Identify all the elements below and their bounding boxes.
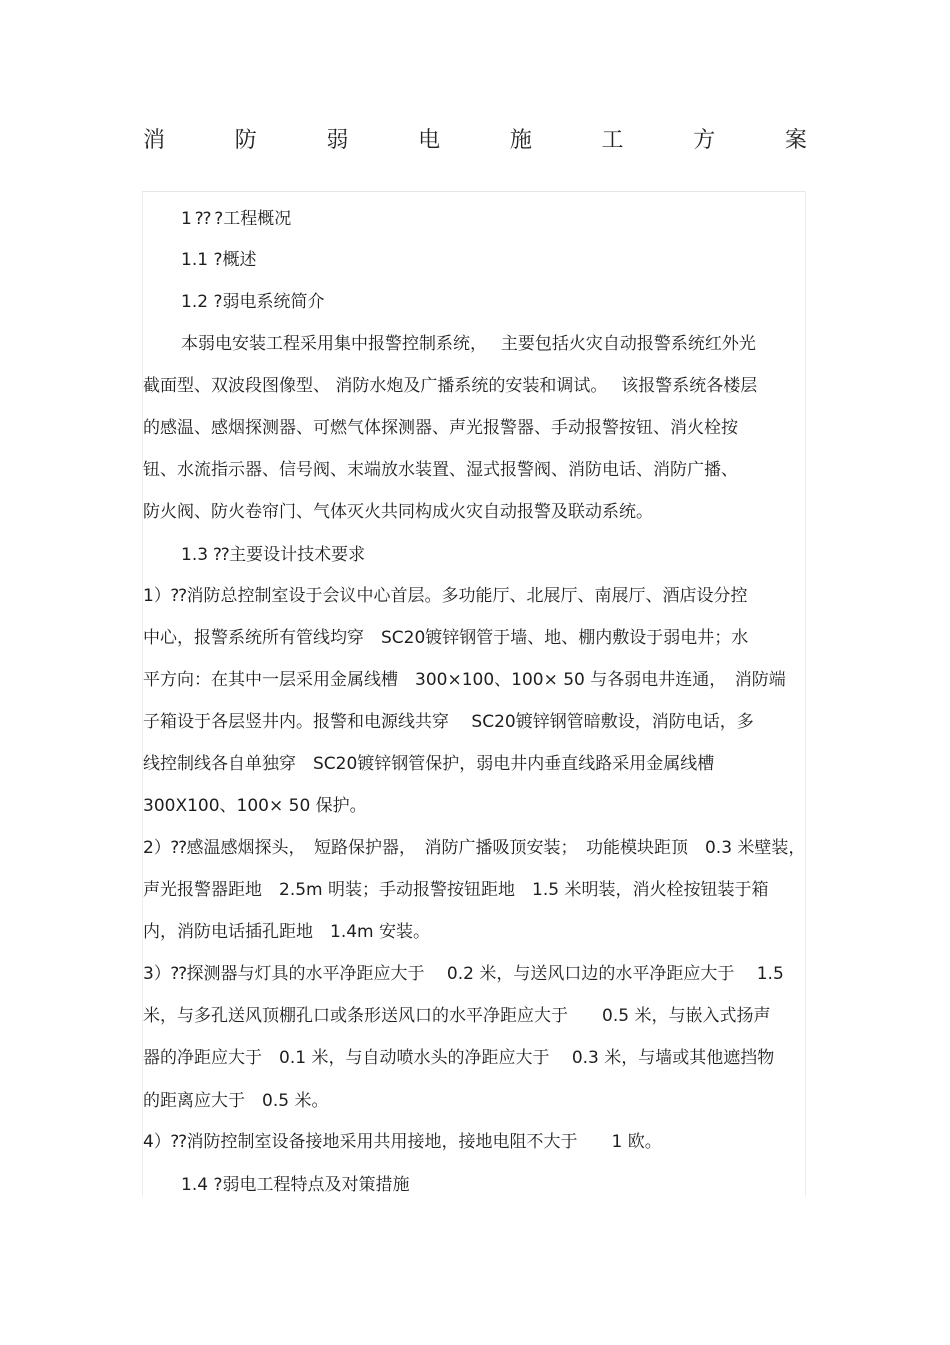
list-item-line: 线控制线各自单独穿 SC20镀锌钢管保护，弱电井内垂直线路采用金属线槽 — [143, 754, 715, 774]
title-char: 防 — [234, 128, 257, 153]
list-item-line: 4）⁇消防控制室设备接地采用共用接地，接地电阻不大于 1 欧。 — [143, 1132, 662, 1152]
list-item-line: 的距离应大于 0.5 米。 — [143, 1091, 329, 1111]
section-heading-1-2: 1.2 ?弱电系统简介 — [181, 292, 325, 312]
list-item-line: 声光报警器距地 2.5m 明装；手动报警按钮距地 1.5 米明装，消火栓按钮装于箱 — [143, 880, 769, 900]
title-char: 案 — [784, 128, 807, 153]
title-char: 施 — [509, 128, 532, 153]
title-char: 消 — [143, 128, 166, 153]
title-char: 弱 — [326, 128, 349, 153]
section-heading-1-1: 1.1 ?概述 — [181, 250, 257, 270]
list-item-line: 300X100、100× 50 保护。 — [143, 796, 367, 816]
list-item-line: 米，与多孔送风顶棚孔口或条形送风口的水平净距应大于 0.5 米，与嵌入式扬声 — [143, 1006, 771, 1026]
title-char: 电 — [418, 128, 441, 153]
list-item-line: 器的净距应大于 0.1 米，与自动喷水头的净距应大于 0.3 米，与墙或其他遮挡物 — [143, 1048, 775, 1068]
list-item-line: 1）⁇消防总控制室设于会议中心首层。多功能厅、北展厅、南展厅、酒店设分控 — [143, 586, 748, 606]
title-char: 工 — [601, 128, 624, 153]
paragraph-line: 本弱电安装工程采用集中报警控制系统， 主要包括火灾自动报警系统红外光 — [181, 334, 756, 354]
paragraph-line: 防火阀、防火卷帘门、气体灭火共同构成火灾自动报警及联动系统。 — [143, 502, 653, 522]
list-item-line: 3）⁇探测器与灯具的水平净距应大于 0.2 米，与送风口边的水平净距应大于 1.5 — [143, 964, 784, 984]
section-heading-1-4: 1.4 ?弱电工程特点及对策措施 — [181, 1175, 410, 1195]
list-item-line: 2）⁇感温感烟探头， 短路保护器， 消防广播吸顶安装； 功能模块距顶 0.3 米壁装， — [143, 838, 806, 858]
list-item-line: 中心，报警系统所有管线均穿 SC20镀锌钢管于墙、地、棚内敷设于弱电井；水 — [143, 628, 749, 648]
paragraph-line: 的感温、感烟探测器、可燃气体探测器、声光报警器、手动报警按钮、消火栓按 — [143, 418, 738, 438]
page-title — [143, 126, 807, 156]
title-char: 方 — [693, 128, 716, 153]
list-item-line: 平方向：在其中一层采用金属线槽 300×100、100× 50 与各弱电井连通， 消防端 — [143, 670, 786, 690]
paragraph-line: 钮、水流指示器、信号阀、末端放水装置、湿式报警阀、消防电话、消防广播、 — [143, 460, 738, 480]
paragraph-line: 截面型、双波段图像型、 消防水炮及广播系统的安装和调试。 该报警系统各楼层 — [143, 376, 758, 396]
section-heading-1: 1 ⁇ ?工程概况 — [181, 209, 292, 229]
section-heading-1-3: 1.3 ⁇主要设计技术要求 — [181, 545, 366, 565]
list-item-line: 内，消防电话插孔距地 1.4m 安装。 — [143, 922, 430, 942]
list-item-line: 子箱设于各层竖井内。报警和电源线共穿 SC20镀锌钢管暗敷设，消防电话，多 — [143, 712, 754, 732]
